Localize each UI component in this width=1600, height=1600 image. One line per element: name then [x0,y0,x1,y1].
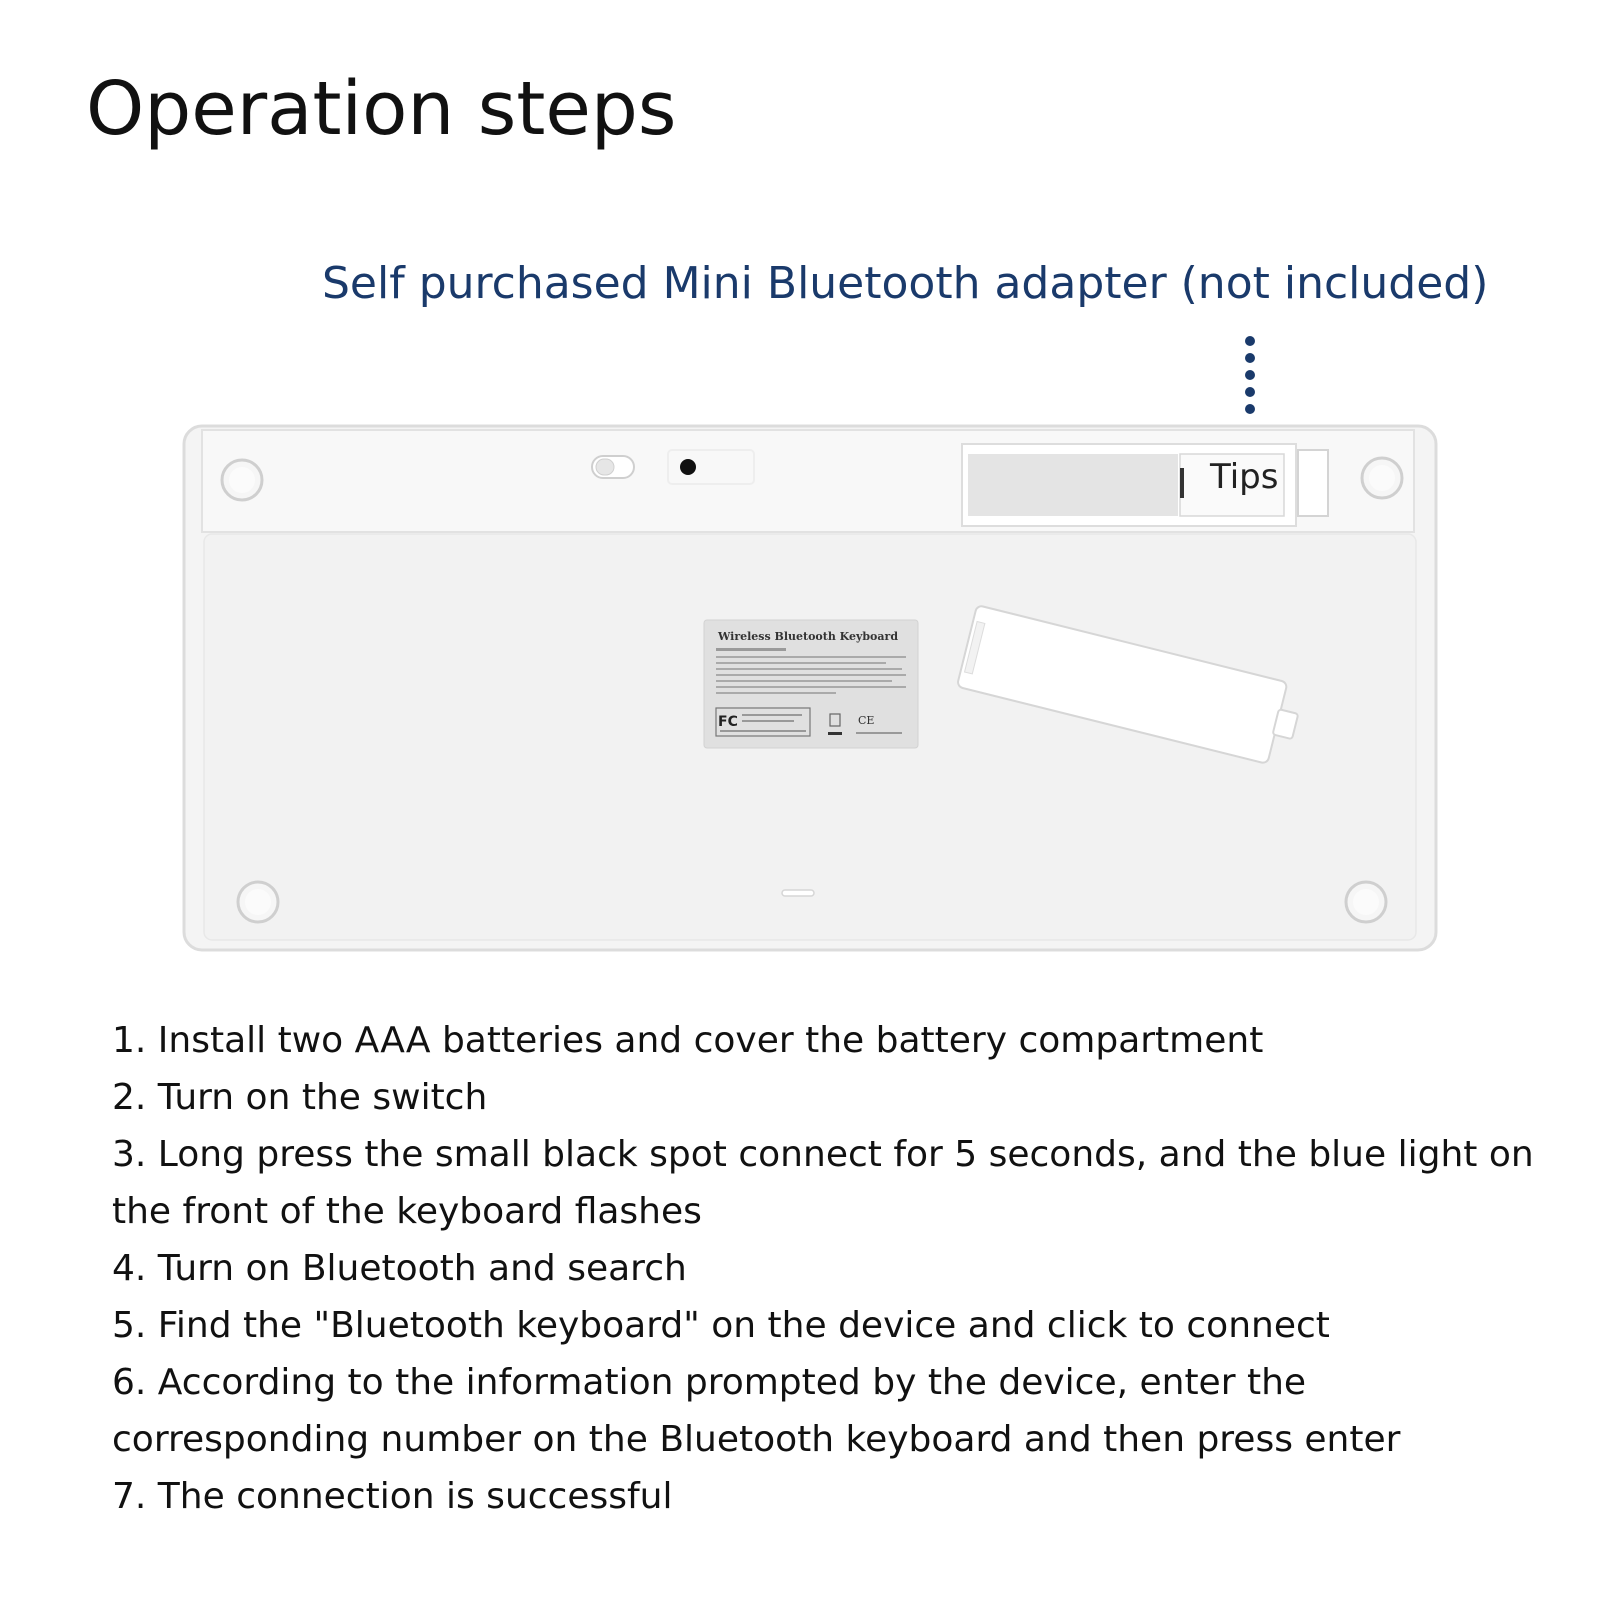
steps-list [112,1012,1552,1525]
step-item: 4. Turn on Bluetooth and search [112,1248,687,1289]
step-item: 6. According to the information prompted by the device, enter the corresponding number on the Bluetooth keyboard and then press enter [112,1362,1401,1460]
step-item: 3. Long press the small black spot connect for 5 seconds, and the blue light on the front of the keyboard flashes [112,1134,1534,1232]
dotted-pointer [1243,336,1257,416]
rubber-foot-top-right [1362,458,1402,498]
step-item: 5. Find the "Bluetooth keyboard" on the device and click to connect [112,1305,1330,1346]
step-item: 1. Install two AAA batteries and cover the battery compartment [112,1020,1264,1061]
rubber-foot-bottom-right [1346,882,1386,922]
adapter-caption: Self purchased Mini Bluetooth adapter (not included) [322,258,1489,309]
step-item: 7. The connection is successful [112,1476,673,1517]
power-switch [592,456,634,478]
keyboard-illustration [182,424,1438,952]
rubber-foot-top-left [222,460,262,500]
tips-label: Tips [1210,457,1279,497]
ce-mark: CE [858,714,875,727]
page-title: Operation steps [86,66,677,152]
bottom-slot [782,890,814,896]
product-label [704,620,918,748]
label-title: Wireless Bluetooth Keyboard [718,630,899,643]
rubber-foot-bottom-left [238,882,278,922]
fc-mark: FC [718,714,738,730]
step-item: 2. Turn on the switch [112,1077,488,1118]
connect-button [680,459,696,475]
